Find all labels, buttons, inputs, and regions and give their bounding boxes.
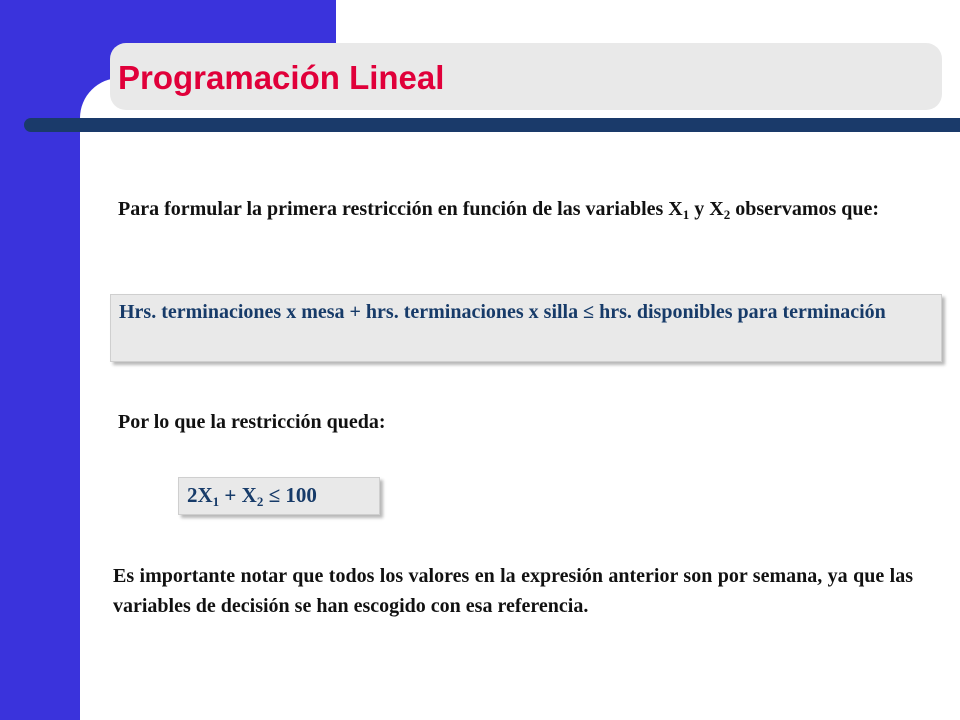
constraint-equation: $2X_1 + X_2 \le 100$ bbox=[187, 483, 317, 509]
constraint-description-text: Hrs. terminaciones x mesa + hrs. terminaciones x silla ≤ hrs. disponibles para terminación bbox=[119, 301, 886, 323]
note-paragraph: Es importante notar que todos los valores en la expresión anterior son por semana, ya que las variables de decisión se han escogido con esa referencia. bbox=[113, 565, 913, 617]
slide-title: Programación Lineal bbox=[118, 59, 445, 96]
result-intro-paragraph: Por lo que la restricción queda: bbox=[118, 411, 386, 433]
intro-paragraph: Para formular la primera restricción en función de las variables $X_1$ y $X_2$ observamos que: bbox=[118, 198, 880, 222]
title-underline-rule bbox=[24, 118, 960, 132]
